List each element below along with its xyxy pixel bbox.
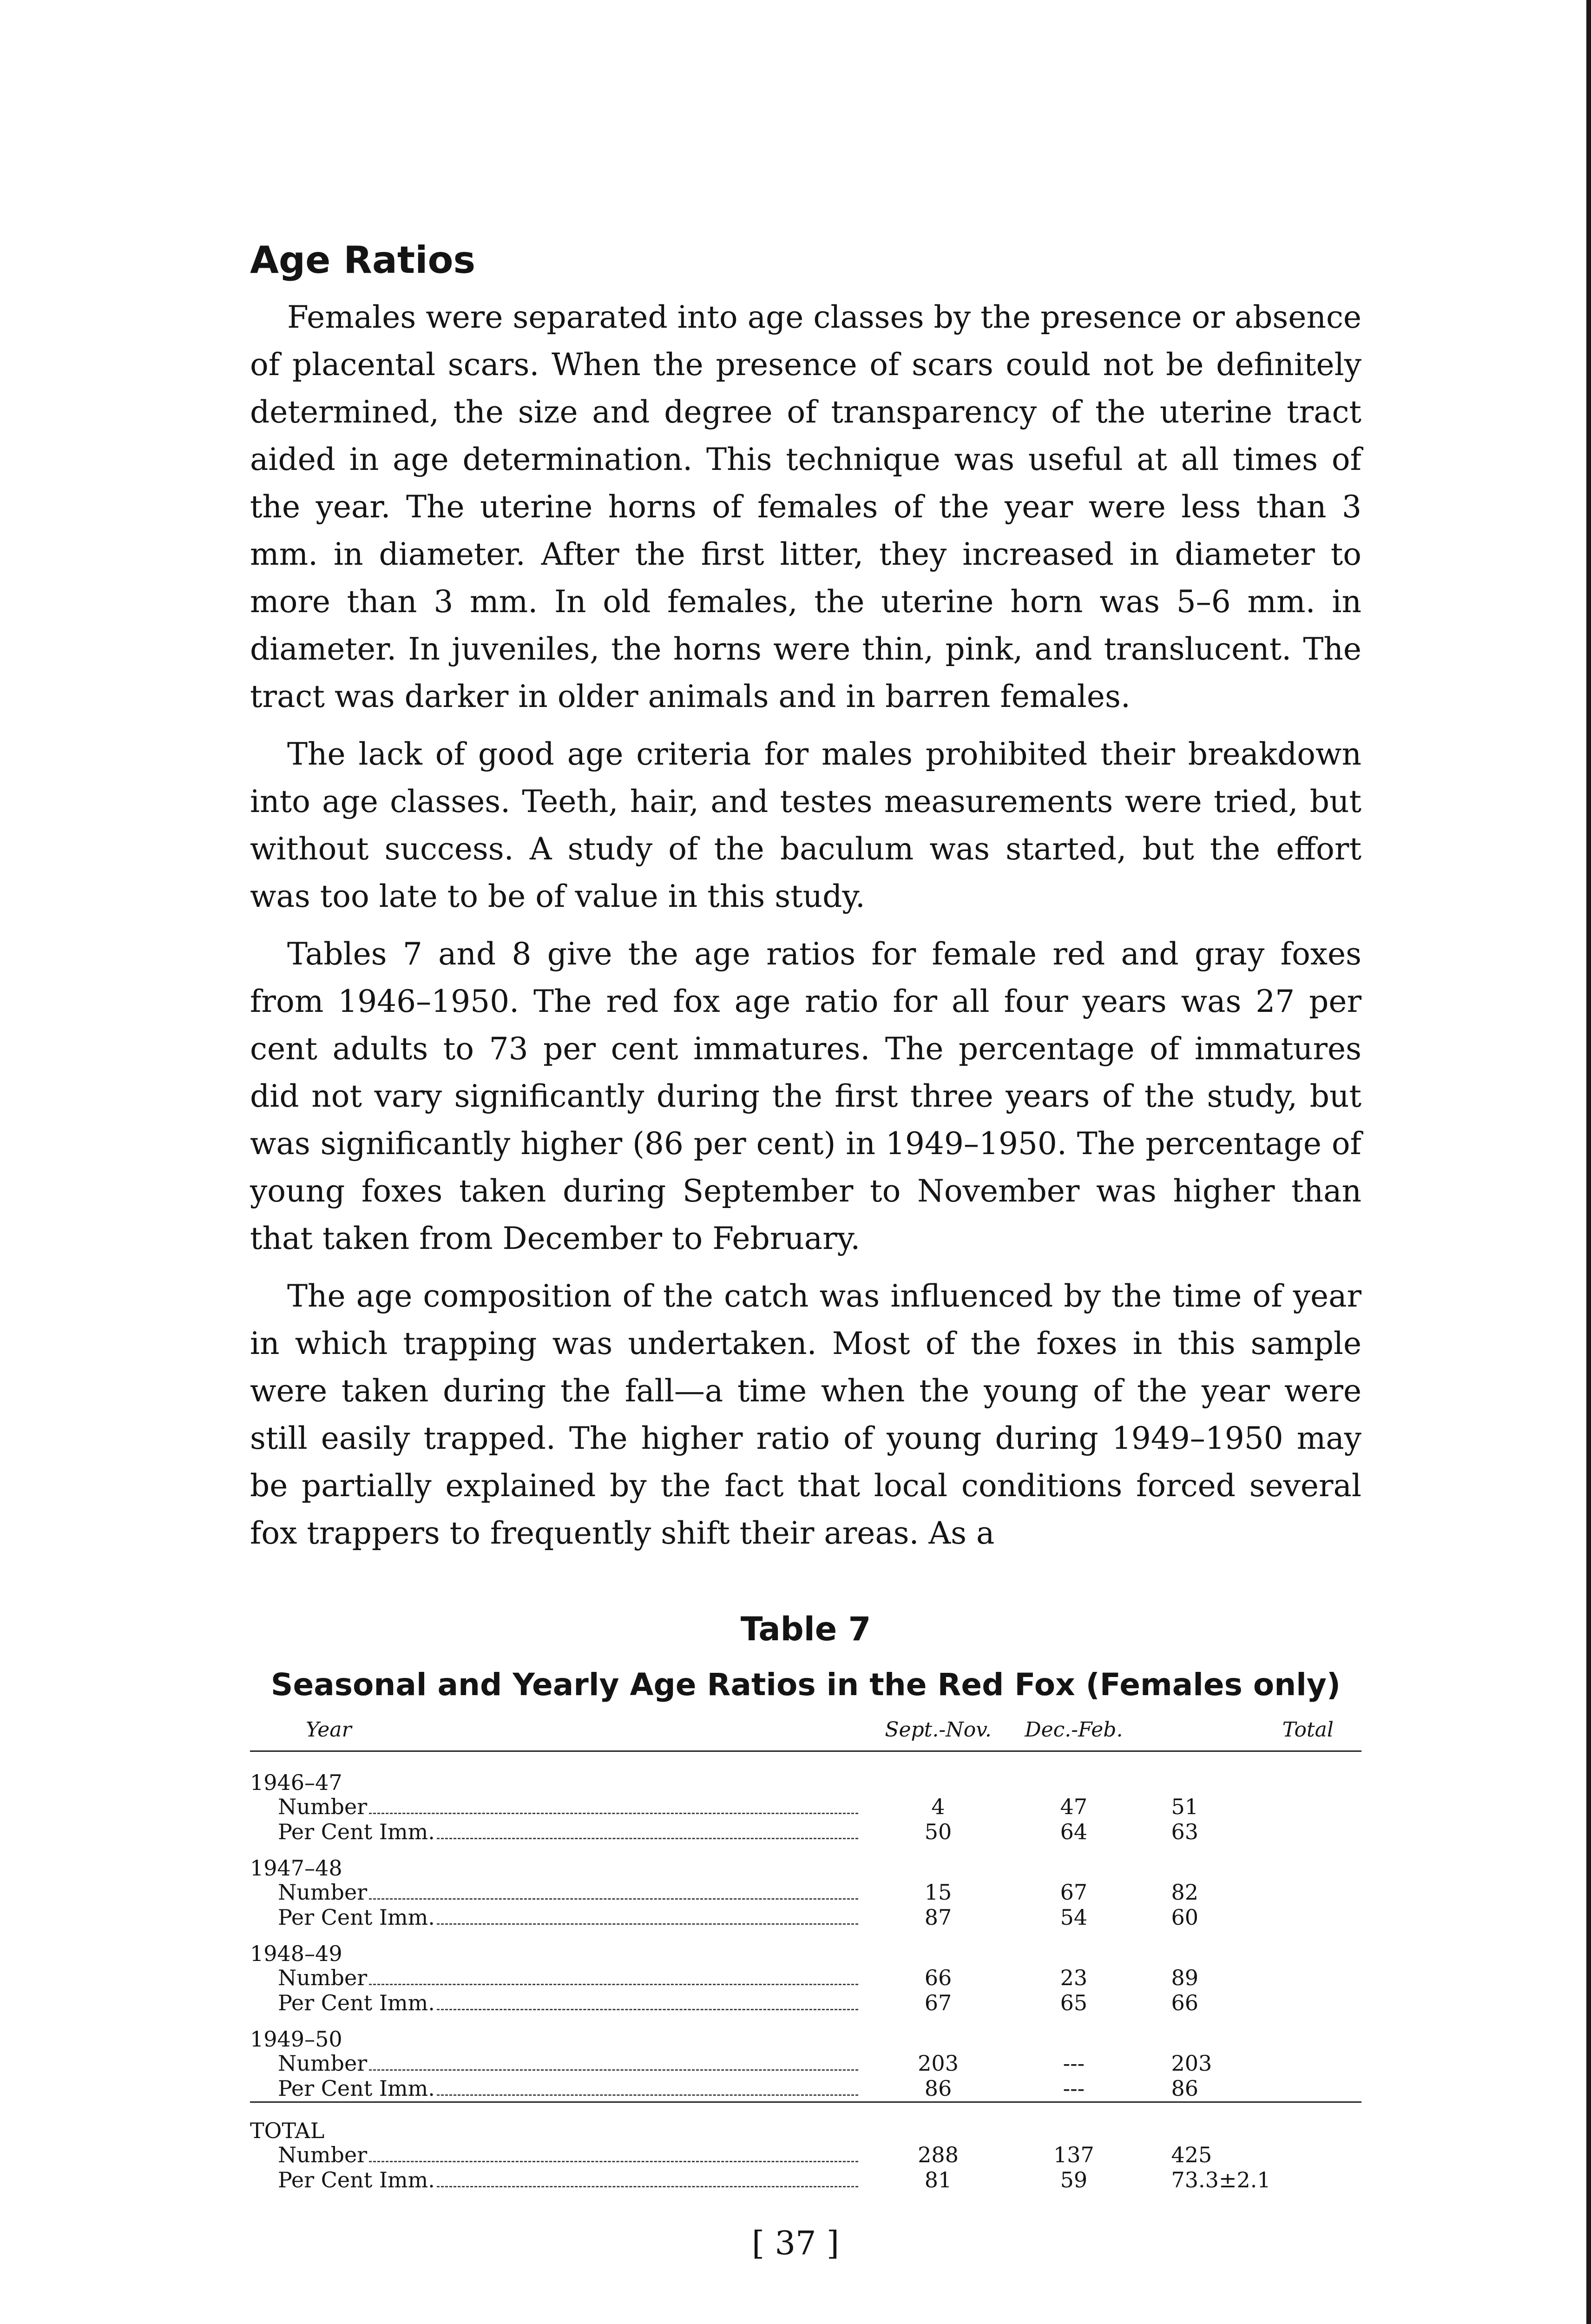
row-label-cell: [250, 1820, 872, 1845]
year-label: TOTAL: [250, 2102, 1361, 2143]
cell-total: 425: [1171, 2142, 1212, 2167]
cell-sept-nov: 86: [924, 2076, 952, 2101]
cell-sept-nov: 4: [931, 1794, 945, 1819]
cell-sept-nov: 81: [924, 2167, 952, 2192]
year-label: 1947–48: [250, 1855, 342, 1881]
table-number: Table 7: [740, 1610, 871, 1648]
row-label-cell: [250, 2168, 872, 2193]
cell-total: 203: [1171, 2051, 1212, 2076]
table-row: [250, 2143, 1361, 2168]
row-label: Per Cent Imm.: [278, 1990, 435, 2015]
table-year-row: [250, 1930, 1361, 1966]
column-header-year: Year: [250, 1714, 872, 1751]
page-number: [ 37 ]: [751, 2224, 840, 2262]
row-label: Number: [278, 1880, 368, 1905]
cell-dec-feb: 137: [1053, 2142, 1094, 2167]
row-label: Per Cent Imm.: [278, 1819, 435, 1844]
cell-dec-feb: 65: [1060, 1990, 1088, 2015]
paragraph-2: The lack of good age criteria for males prohibited their breakdown into age classes. Teeth, hair, and testes measurements were tried, but without success. A study of the baculum was started, but the effort was too late to be of value in this study.: [250, 736, 1361, 914]
row-label: Number: [278, 2142, 368, 2167]
row-label: Number: [278, 1794, 368, 1819]
dot-leader: [437, 1923, 858, 1925]
age-ratio-table: [250, 1714, 1361, 2193]
cell-total: 66: [1171, 1990, 1199, 2015]
dot-leader: [369, 2069, 858, 2071]
cell-sept-nov: 50: [924, 1819, 952, 1844]
cell-sept-nov: 66: [924, 1965, 952, 1990]
cell-sept-nov: 15: [924, 1880, 952, 1905]
cell-dec-feb: 67: [1060, 1880, 1088, 1905]
cell-total: 86: [1171, 2076, 1199, 2101]
table-row: [250, 2076, 1361, 2102]
dot-leader: [437, 2186, 858, 2187]
cell-total: 51: [1171, 1794, 1199, 1819]
row-label-cell: [250, 1966, 872, 1991]
dot-leader: [369, 1898, 858, 1900]
row-label-cell: [250, 1905, 872, 1930]
cell-sept-nov: 203: [918, 2051, 959, 2076]
row-label: Per Cent Imm.: [278, 2076, 435, 2101]
section-heading: Age Ratios: [250, 238, 476, 282]
cell-dec-feb: 54: [1060, 1905, 1088, 1930]
cell-total: 63: [1171, 1819, 1199, 1844]
table-year-row: [250, 1845, 1361, 1880]
dot-leader: [369, 1813, 858, 1814]
year-label: 1949–50: [250, 2027, 342, 2052]
dot-leader: [437, 2094, 858, 2096]
table-row: [250, 1966, 1361, 1991]
cell-total: 89: [1171, 1965, 1199, 1990]
year-label: 1946–47: [250, 1770, 342, 1795]
table-row: [250, 1795, 1361, 1820]
dot-leader: [437, 2009, 858, 2010]
row-label-cell: [250, 2051, 872, 2076]
cell-total: 73.3±2.1: [1171, 2167, 1271, 2192]
table-total-year-row: [250, 2102, 1361, 2143]
year-label: 1948–49: [250, 1941, 342, 1966]
cell-dec-feb: 47: [1060, 1794, 1088, 1819]
table-year-row: [250, 2016, 1361, 2051]
text-column: [250, 238, 1361, 2193]
table-body: [250, 1751, 1361, 2193]
table-title: Seasonal and Yearly Age Ratios in the Red Fox (Females only): [270, 1667, 1341, 1703]
cell-sept-nov: 67: [924, 1990, 952, 2015]
scan-edge-right: [1586, 0, 1591, 2324]
cell-total: 82: [1171, 1880, 1199, 1905]
table-header-row: [250, 1714, 1361, 1751]
row-label: Number: [278, 1965, 368, 1990]
dot-leader: [369, 2161, 858, 2162]
row-label-cell: [250, 1880, 872, 1905]
table-row: [250, 1991, 1361, 2016]
table-row: [250, 2168, 1361, 2193]
row-label-cell: [250, 2143, 872, 2168]
row-label: Per Cent Imm.: [278, 1905, 435, 1930]
row-label-cell: [250, 1795, 872, 1820]
column-header-dec-feb: Dec.-Feb.: [1004, 1714, 1143, 1751]
cell-sept-nov: 288: [918, 2142, 959, 2167]
column-header-total: Total: [1144, 1714, 1361, 1751]
paragraph-4: The age composition of the catch was influenced by the time of year in which trapping was undertaken. Most of the foxes in this sample were taken during the fall—a time when the young of the year were still easily trapped. The higher ratio of young during 1949–1950 may be partially explained by the fact that local conditions forced several fox trappers to frequently shift their areas. As a: [250, 1278, 1361, 1551]
cell-dec-feb: ---: [1063, 2076, 1085, 2101]
cell-total: 60: [1171, 1905, 1199, 1930]
paragraph-3: Tables 7 and 8 give the age ratios for female red and gray foxes from 1946–1950. The red fox age ratio for all four years was 27 per cent adults to 73 per cent immatures. The percentage of immatures did not vary significantly during the first three years of the study, but was significantly higher (86 per cent) in 1949–1950. The percentage of young foxes taken during September to November was higher than that taken from December to February.: [250, 936, 1361, 1256]
row-label: Number: [278, 2051, 368, 2076]
table-row: [250, 2051, 1361, 2076]
paragraph-1: Females were separated into age classes by the presence or absence of placental scars. When the presence of scars could not be definitely determined, the size and degree of transparency of the uterine tract aided in age determination. This technique was useful at all times of the year. The uterine horns of females of the year were less than 3 mm. in diameter. After the first litter, they increased in diameter to more than 3 mm. In old females, the uterine horn was 5–6 mm. in diameter. In juveniles, the horns were thin, pink, and translucent. The tract was darker in older animals and in barren females.: [250, 299, 1361, 714]
cell-dec-feb: ---: [1063, 2051, 1085, 2076]
dot-leader: [369, 1984, 858, 1985]
table-row: [250, 1905, 1361, 1930]
table-row: [250, 1880, 1361, 1905]
cell-sept-nov: 87: [924, 1905, 952, 1930]
table-year-row: [250, 1751, 1361, 1795]
column-header-sept-nov: Sept.-Nov.: [872, 1714, 1004, 1751]
dot-leader: [437, 1838, 858, 1839]
cell-dec-feb: 64: [1060, 1819, 1088, 1844]
table-row: [250, 1820, 1361, 1845]
row-label-cell: [250, 2076, 872, 2102]
row-label: Per Cent Imm.: [278, 2167, 435, 2192]
cell-dec-feb: 59: [1060, 2167, 1088, 2192]
row-label-cell: [250, 1991, 872, 2016]
cell-dec-feb: 23: [1060, 1965, 1088, 1990]
